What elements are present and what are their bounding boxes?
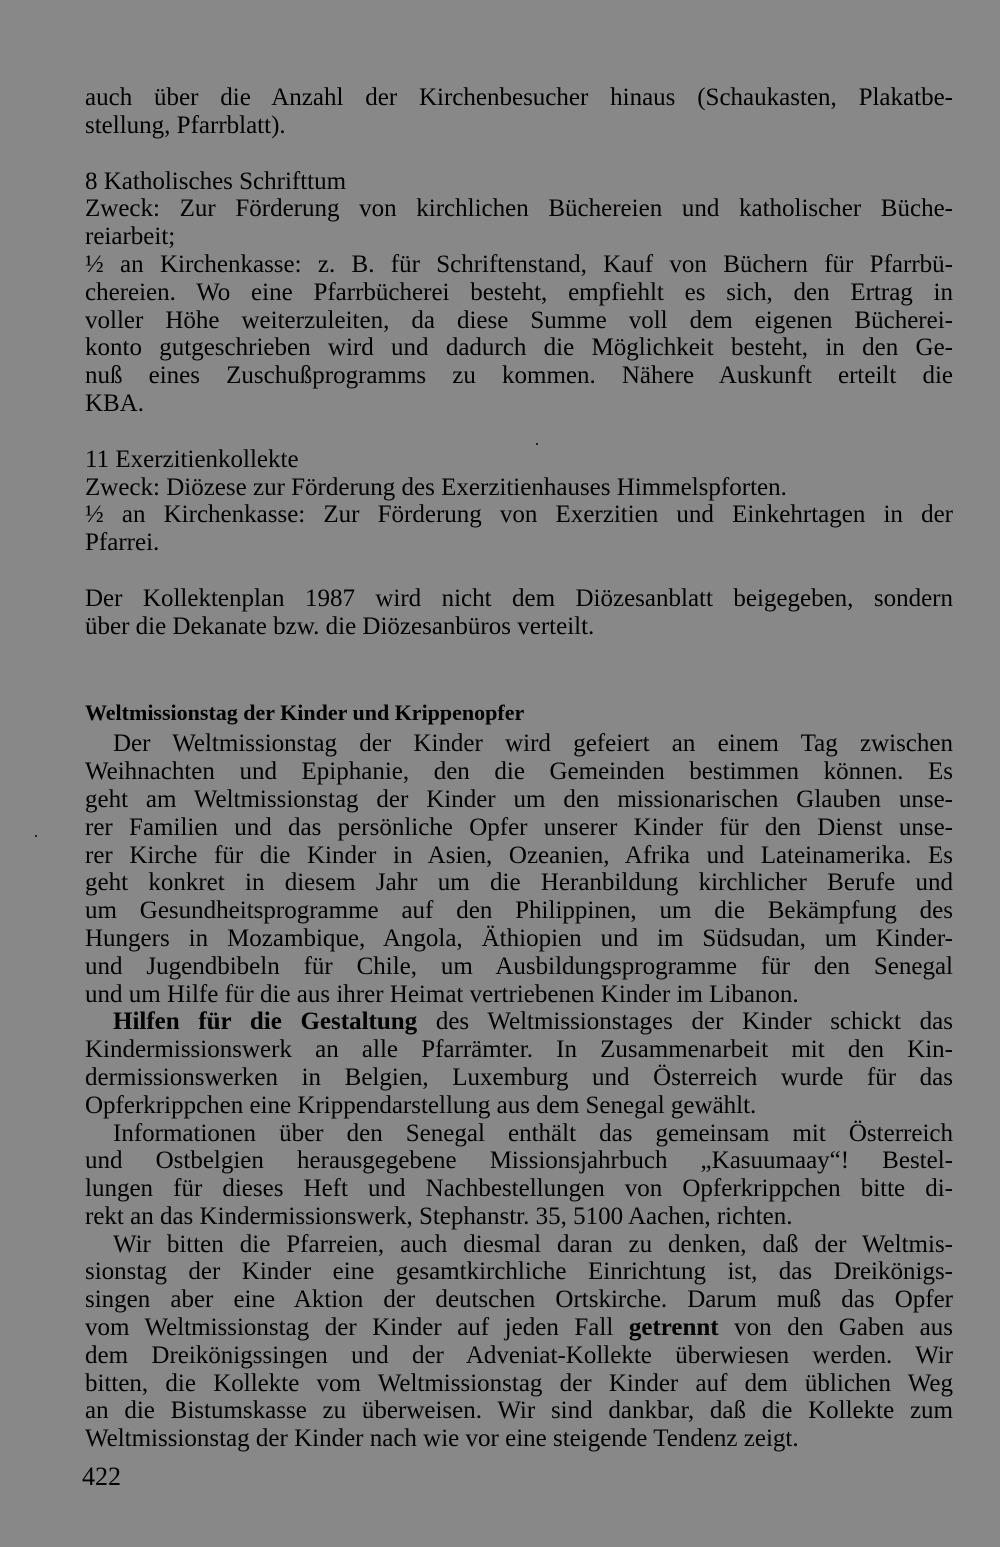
bold-phrase: Hilfen für die Gestaltung <box>113 1008 418 1036</box>
section-11 <box>85 446 953 557</box>
section-title: 11 Exerzitienkollekte <box>85 445 299 473</box>
text-line: Zweck: Diözese zur Förderung des Exerzitienhauses Himmelspforten. <box>85 473 787 501</box>
text-line: über die Dekanate bzw. die Diözesanbüros verteilt. <box>85 612 595 640</box>
text-line: singen aber eine Aktion der deutschen Ortskirche. Darum muß das Opfer <box>85 1286 953 1314</box>
text-line: rer Familien und das persönliche Opfer unserer Kinder für den Dienst unse- <box>85 813 953 841</box>
text-line: lungen für dieses Heft und Nachbestellungen von Opferkrippchen bitte di- <box>85 1175 953 1203</box>
document-page <box>85 84 953 1453</box>
text-line: konto gutgeschrieben wird und dadurch die Möglichkeit besteht, in den Ge- <box>85 334 953 362</box>
text-line: Der Weltmissionstag der Kinder wird gefeiert an einem Tag zwischen <box>113 730 953 758</box>
text-line: Opferkrippchen eine Krippendarstellung aus dem Senegal gewählt. <box>85 1091 757 1119</box>
article-heading: Weltmissionstag der Kinder und Krippenopfer <box>85 699 525 725</box>
speck <box>35 835 37 837</box>
spacer <box>85 641 953 689</box>
text-line: dermissionswerken in Belgien, Luxemburg und Österreich wurde für das <box>85 1063 953 1091</box>
article <box>85 699 953 1454</box>
article-paragraph-4 <box>85 1231 953 1453</box>
speck <box>536 443 538 445</box>
article-paragraph-1 <box>85 730 953 1008</box>
article-paragraph-2 <box>85 1008 953 1119</box>
text-line: geht konkret in diesem Jahr um die Heranbildung kirchlicher Berufe und <box>85 869 953 897</box>
section-title: 8 Katholisches Schrifttum <box>85 167 347 195</box>
text-line: Pfarrei. <box>85 529 160 557</box>
spacer <box>85 557 953 585</box>
text-line: reiarbeit; <box>85 223 176 251</box>
text-line: ½ an Kirchenkasse: z. B. für Schriftenstand, Kauf von Büchern für Pfarrbü- <box>85 250 953 278</box>
text-line: stellung, Pfarrblatt). <box>85 111 286 139</box>
text-line: an die Bistumskasse zu überweisen. Wir sind dankbar, daß die Kollekte zum <box>85 1397 953 1425</box>
text-line: Zweck: Zur Förderung von kirchlichen Büchereien und katholischer Büche- <box>85 195 953 223</box>
text-span: des Weltmissionstages der Kinder schickt das <box>417 1008 953 1036</box>
text-line: Kindermissionswerk an alle Pfarrämter. In Zusammenarbeit mit den Kin- <box>85 1036 953 1064</box>
text-line: chereien. Wo eine Pfarrbücherei besteht, empfiehlt es sich, den Ertrag in <box>85 278 953 306</box>
text-line <box>85 1008 953 1036</box>
text-line: und Jugendbibeln für Chile, um Ausbildungsprogramme für den Senegal <box>85 952 953 980</box>
text-span: vom Weltmissionstag der Kinder auf jeden Fall <box>85 1314 629 1342</box>
text-line: Der Kollektenplan 1987 wird nicht dem Diözesanblatt beigegeben, sondern <box>85 584 953 612</box>
text-line: und um Hilfe für die aus ihrer Heimat vertriebenen Kinder im Libanon. <box>85 980 799 1008</box>
spacer <box>85 140 953 168</box>
text-line: bitten, die Kollekte vom Weltmissionstag der Kinder auf dem üblichen Weg <box>85 1369 953 1397</box>
intro-paragraph <box>85 84 953 140</box>
text-span: von den Gaben aus <box>718 1314 954 1342</box>
text-line: um Gesundheitsprogramme auf den Philippinen, um die Bekämpfung des <box>85 897 953 925</box>
text-line: Weihnachten und Epiphanie, den die Gemeinden bestimmen können. Es <box>85 758 953 786</box>
text-line: Wir bitten die Pfarreien, auch diesmal daran zu denken, daß der Weltmis- <box>113 1230 953 1258</box>
text-line: und Ostbelgien herausgegebene Missionsjahrbuch „Kasuumaay“! Bestel- <box>85 1147 953 1175</box>
plan-note <box>85 585 953 641</box>
bold-word: getrennt <box>628 1314 719 1342</box>
text-line: Weltmissionstag der Kinder nach wie vor eine steigende Tendenz zeigt. <box>85 1425 799 1453</box>
text-line: geht am Weltmissionstag der Kinder um den missionarischen Glauben unse- <box>85 785 953 813</box>
text-line: dem Dreikönigssingen und der Adveniat-Kollekte überwiesen werden. Wir <box>85 1341 953 1369</box>
text-line: rer Kirche für die Kinder in Asien, Ozeanien, Afrika und Lateinamerika. Es <box>85 841 953 869</box>
page-number: 422 <box>82 1462 121 1491</box>
text-line: ½ an Kirchenkasse: Zur Förderung von Exerzitien und Einkehrtagen in der <box>85 501 953 529</box>
text-line: sionstag der Kinder eine gesamtkirchliche Einrichtung ist, das Dreikönigs- <box>85 1258 953 1286</box>
text-line: Informationen über den Senegal enthält das gemeinsam mit Österreich <box>113 1119 953 1147</box>
section-8 <box>85 168 953 418</box>
text-line <box>85 1314 953 1342</box>
text-line: rekt an das Kindermissionswerk, Stephanstr. 35, 5100 Aachen, richten. <box>85 1202 793 1230</box>
spacer <box>85 418 953 446</box>
text-line: voller Höhe weiterzuleiten, da diese Summe voll dem eigenen Bücherei- <box>85 306 953 334</box>
text-line: Hungers in Mozambique, Angola, Äthiopien und im Südsudan, um Kinder- <box>85 924 953 952</box>
text-line: nuß eines Zuschußprogramms zu kommen. Nähere Auskunft erteilt die <box>85 362 953 390</box>
text-line: auch über die Anzahl der Kirchenbesucher hinaus (Schaukasten, Plakatbe- <box>85 84 953 111</box>
text-line: KBA. <box>85 389 145 417</box>
article-paragraph-3 <box>85 1120 953 1231</box>
